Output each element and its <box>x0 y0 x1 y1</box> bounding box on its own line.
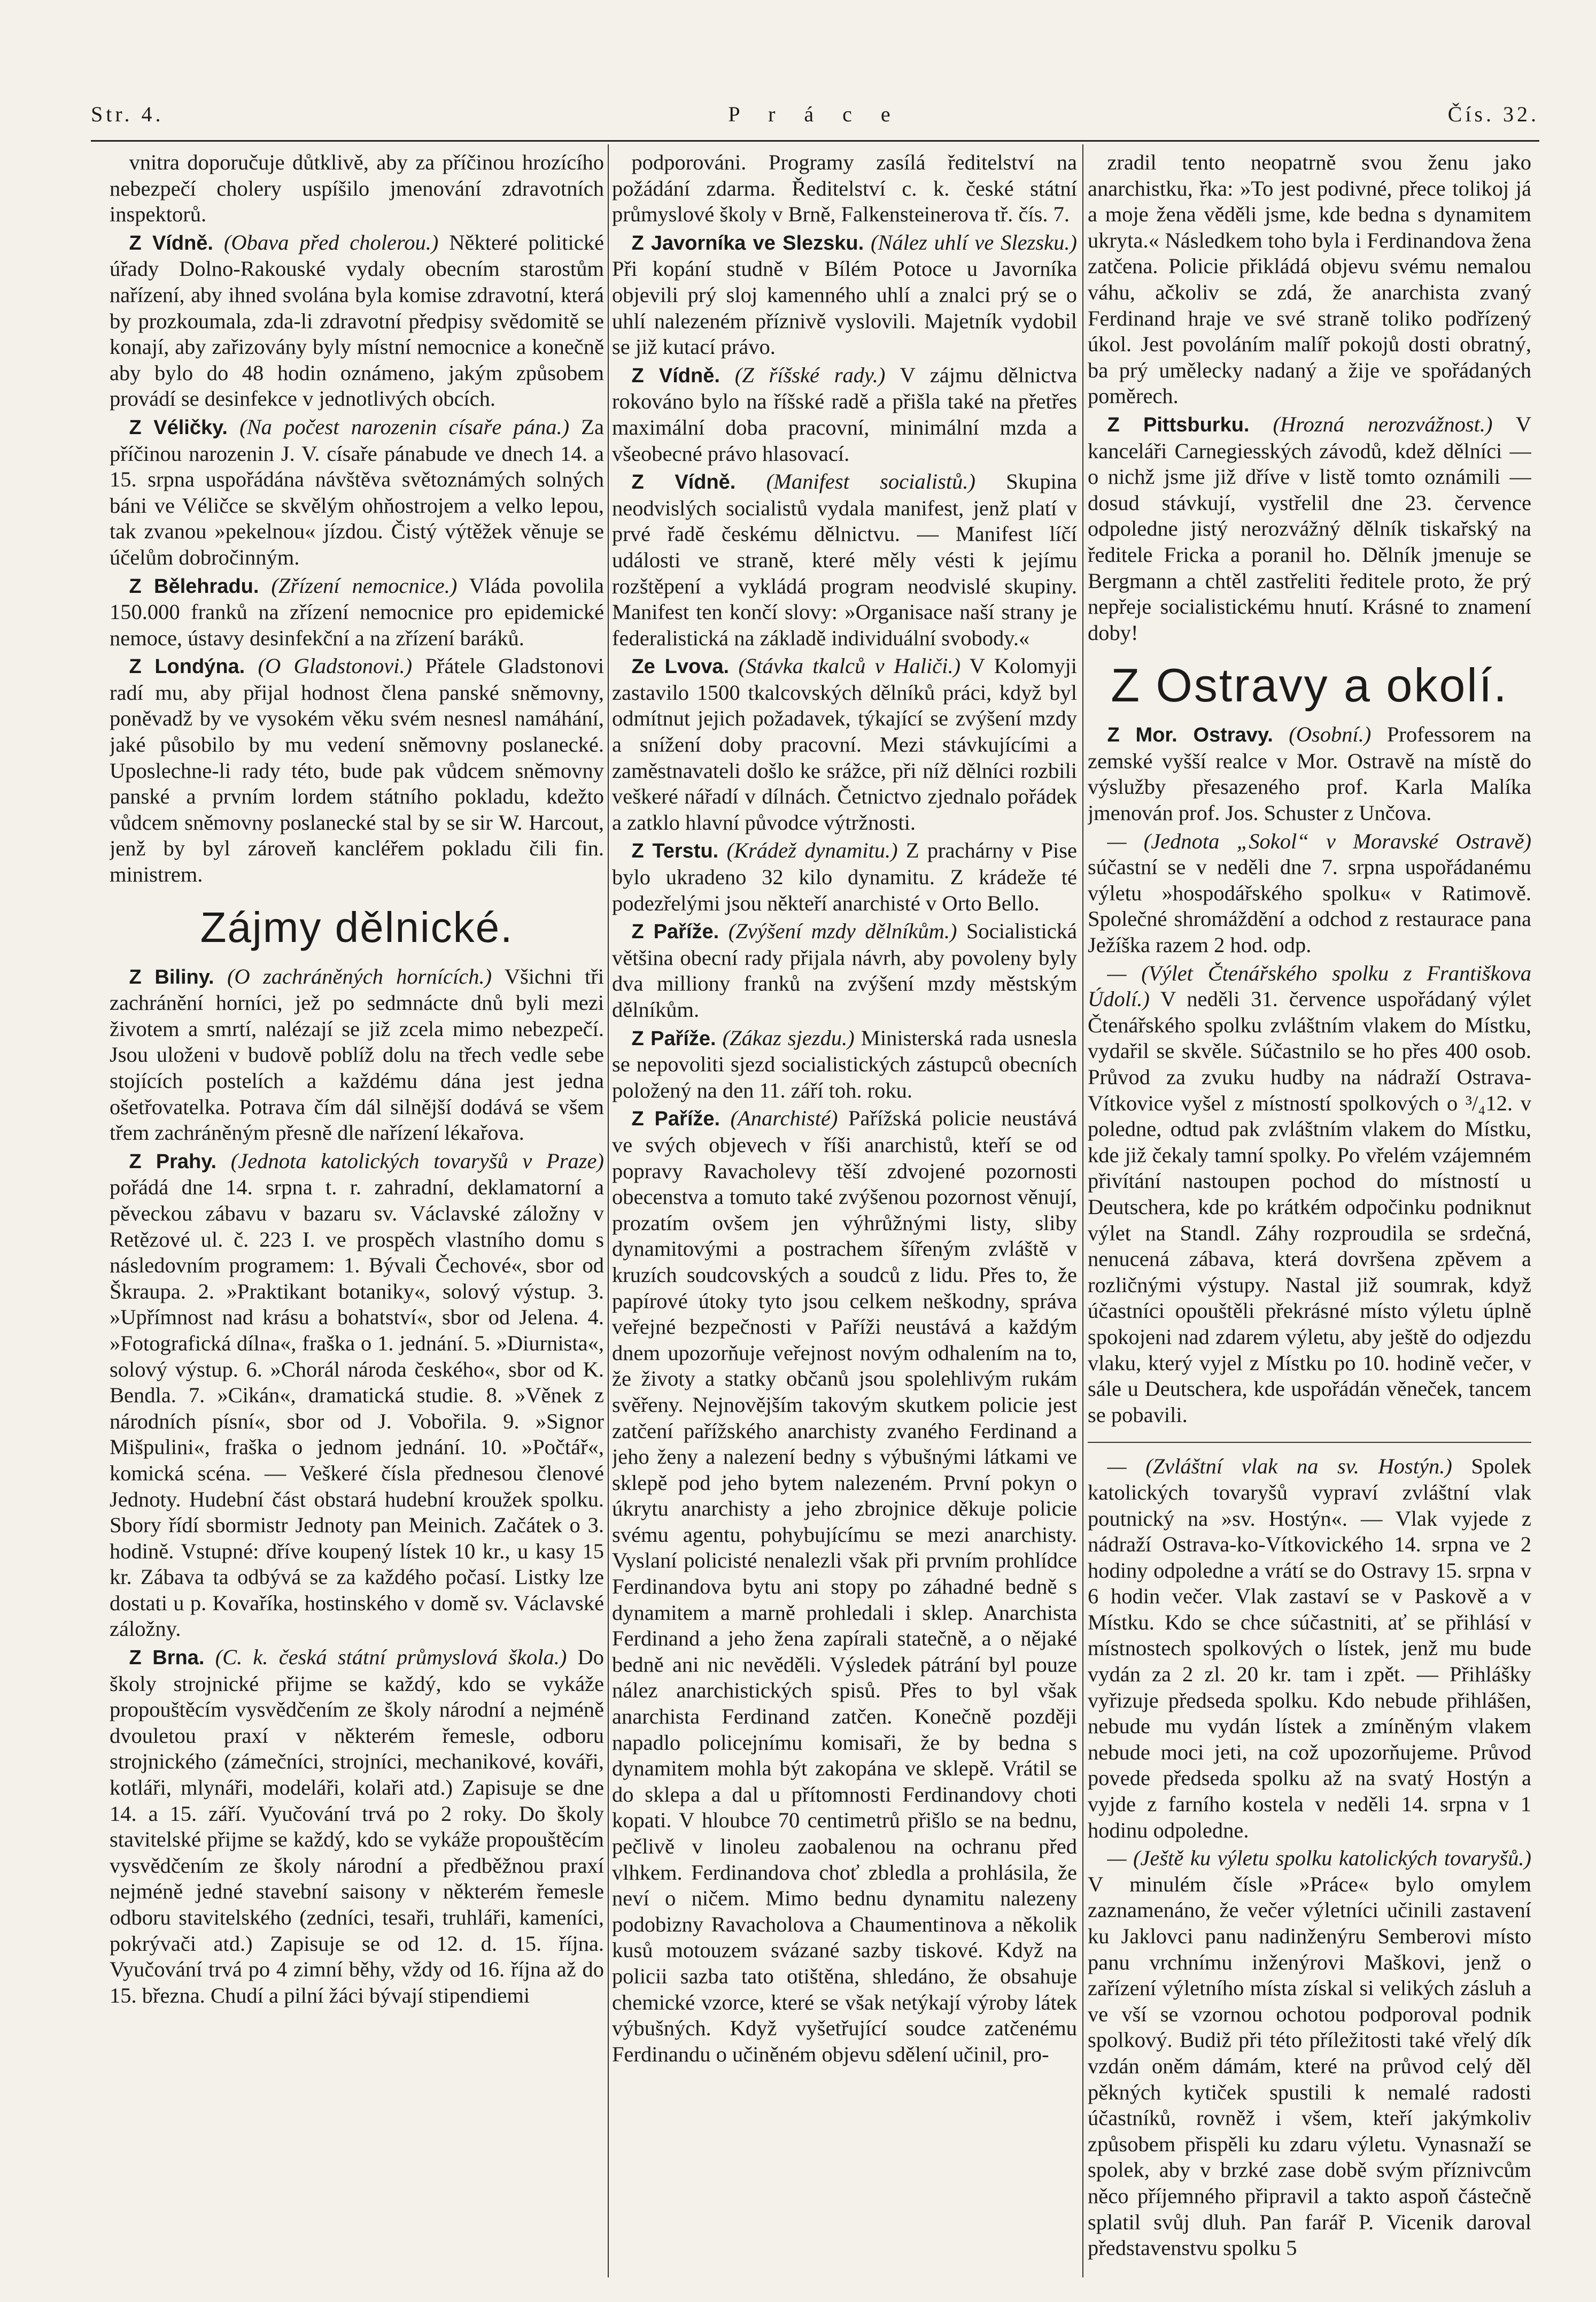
article-paragraph <box>110 414 604 571</box>
article-subtitle: (O zachráněných hornících.) <box>227 964 492 988</box>
article-paragraph <box>110 230 604 412</box>
article-text: Pařížská policie neustává ve svých objevech v říši anarchistů, kteří se od popravy Ravacholevy těší zdvojené pozornosti obecenstva a tomuto také zvýšenou pozornost věnují, prozatím ovšem jen výhrůžnými listy, sliby dynamitovými a postrachem šířeným zvláště v kruzích soudcovských a soudců z lidu. Přes to, že papírové útoky tyto jsou celkem neškodny, správa veřejné bezpečnosti v Paříži neustává a každým dnem upozorňuje veřejnost novým odhalením na to, že životy a statky občanů jsou spolehlivým rukám svěřeny. Nejnovějším takovým skutkem policie jest zatčení pařížského anarchisty zvaného Ferdinand a jeho ženy a nalezení bedny s výbušnými látkami ve sklepě pod jeho bytem nalezeném. První pokyn o úkrytu anarchisty a jeho zbrojnice děkuje policie svému agentu, pohybujícímu se mezi anarchisty. Vyslaní policisté nenalezli však při prvním prohlídce Ferdinandova bytu ani stopy po záhadné bedně s dynamitem a marně prohledali i sklep. Anarchista Ferdinand a jeho žena zapírali statečně, a o nějaké bedně ani nic nevěděli. Výsledek pátrání byl pouze nález anarchistických spisů. Přes to byl však anarchista Ferdinand zatčen. Konečně později napadlo policejnímu komisaři, že by bedna s dynamitem mohla být zakopána ve sklepě. Vrátil se do sklepa a dal u přítomnosti Ferdinandovy choti kopati. V hloubce 70 centimetrů přišlo se na bednu, pečlivě v linoleu zaobalenou na ochranu před vlhkem. Ferdinandova choť zbledla a prohlásila, že neví o ničem. Mimo bednu dynamitu nalezeny podobizny Ravacholova a Chaumentinova a několik kusů motouzem svázané sazby tiskové. Když na policii sazba tato otištěna, shledáno, že obsahuje chemické vzorce, které se však netýkají výroby látek výbušných. Když vyšetřující soudce zatčenému Ferdinandu o učiněném objevu sdělení učinil, pro- <box>612 1106 1077 2066</box>
article-subtitle: (Anarchisté) <box>730 1106 838 1131</box>
article-paragraph <box>1088 412 1531 646</box>
article-subtitle: (Nález uhlí ve Slezsku.) <box>871 230 1077 254</box>
article-paragraph <box>612 838 1077 916</box>
article-paragraph <box>612 230 1077 360</box>
article-paragraph <box>1088 722 1531 826</box>
article-paragraph <box>1088 961 1531 1428</box>
article-text: Professorem na zemské vyšší realce v Mor. Ostravě na místě do výslužby přesazeného prof. Karla Malíka jmenován prof. Jos. Schuster z Unčova. <box>1088 722 1531 825</box>
newspaper-title: P r á c e <box>728 102 902 126</box>
article-text: Za příčinou narozenin J. V. císaře pánabude ve dnech 14. a 15. srpna uspořádána návštěva světoznámých solných báni ve Véličce se skvělým ohňostrojem a velko lepou, tak zvanou »pekelnou« jízdou. Čistý výtěžek věnuje se účelům dobročinným. <box>110 414 604 569</box>
article-dateline: Z Véličky. <box>129 416 228 439</box>
page-header <box>91 91 1539 134</box>
article-subtitle: — (Výlet Čtenářského spolku z Františkova Údolí.) <box>1088 961 1531 1011</box>
article-dateline: Z Bělehradu. <box>129 575 259 598</box>
article-text: Některé politické úřady Dolno-Rakouské vydaly obecním starostům nařízení, aby ihned svolána byla komise zdravotní, která by prozkoumala, zda-li zdravotní předpisy svědomitě se konají, aby zařizovány byly místní nemocnice a konečně aby bylo do 48 hodin oznámeno, jakým způsobem provádí se desinfekce v jednotlivých obcích. <box>110 230 604 411</box>
column-1 <box>110 150 604 2277</box>
article-text: Spolek katolických tovaryšů vypraví zvláštní vlak poutnický na »sv. Hostýn«. — Vlak vyjede z nádraží Ostrava-ko-Vítkovického 14. srpna ve 2 hodiny odpoledne a vrátí se do Ostravy 15. srpna v 6 hodin večer. Vlak zastaví se v Paskově a v Místku. Kdo se chce súčastniti, ať se přihlásí v místnostech spolkových o lístek, jenž mu bude vydán za 2 zl. 20 kr. tam i zpět. — Přihlášky vyřizuje předseda spolku. Kdo nebude přihlášen, nebude mu vydán lístek a zmíněným vlakem nebude moci jeti, na což upozorňujeme. Průvod povede předseda spolku až na svatý Hostýn a vyjde z farního kostela v neděli 14. srpna v 1 hodinu odpoledne. <box>1088 1454 1531 1842</box>
article-text: Vláda povolila 150.000 franků na zřízení nemocnice pro epidemické nemoce, ústavy desinfekční a na zřízení baráků. <box>110 573 604 650</box>
article-paragraph <box>1088 829 1531 959</box>
article-subtitle: (Z říšské rady.) <box>734 362 886 387</box>
column-divider <box>608 144 609 2277</box>
article-paragraph <box>1088 1845 1531 2261</box>
article-subtitle: (Stávka tkalců v Haliči.) <box>738 654 961 678</box>
article-text: Při kopání studně v Bílém Potoce u Javorníka objevili prý sloj kamenného uhlí a znalci prý se o uhlí nalezeném příznivě vyslovili. Majetník vydobil se již kutací právo. <box>612 257 1077 359</box>
column-3 <box>1088 150 1531 2277</box>
article-paragraph <box>110 1148 604 1642</box>
article-text: podporováni. Programy zasílá ředitelství na požádání zdarma. Ředitelství c. k. české státní průmyslové školy v Brně, Falkensteinerova tř. čís. 7. <box>612 150 1077 227</box>
article-subtitle: (Zákaz sjezdu.) <box>722 1025 855 1050</box>
article-paragraph <box>110 964 604 1146</box>
column-divider <box>1082 144 1083 2277</box>
article-text: V neděli 31. července uspořádaný výlet Čtenářského spolku zvláštním vlakem do Místku, vydařil se skvěle. Súčastnilo se ho přes 400 osob. Průvod za zvuku hudby na nádraží Ostrava-Vítkovice vyšel z místností spolkových o ³/₄12. v poledne, odtud pak zvláštním vlakem do Místku, kde již čekaly tamní spolky. Po vřelém vzájemném přivítání nastoupen pochod do místností u Deutschera, kde po krátkém odpočinku podniknut výlet na Standl. Záhy rozproudila se srdečná, nenucená zábava, která dovršena zpěvem a rozličnými výstupy. Nastal již soumrak, když účastníci opouštěli překrásné místo výletu úplně spokojeni nad zdarem výletu, aby ještě do odjezdu vlaku, který vyjel z Místku po 10. hodině večer, v sále u Deutschera, kde uspořádán věneček, tancem se pobavili. <box>1088 987 1531 1427</box>
article-dateline: Z Pittsburku. <box>1107 413 1250 436</box>
article-paragraph <box>612 1025 1077 1104</box>
article-text: V kanceláři Carnegiesských závodů, kdež dělníci — o nichž jsme již dříve v listě tomto oznámili — dosud stávkují, vystřelil dne 23. července odpoledne jistý nerozvážný dělník tiskařský na ředitele Fricka a poranil ho. Dělník jmenuje se Bergmann a chtěl zastřeliti ředitele proto, že prý nepřeje socialistickému hnutí. Krásné to znamení doby! <box>1088 412 1531 645</box>
article-paragraph <box>612 362 1077 467</box>
article-paragraph <box>110 573 604 652</box>
article-dateline: Z Vídně. <box>631 471 736 494</box>
page-number: Str. 4. <box>91 102 164 126</box>
article-text: Skupina neodvislých socialistů vydala manifest, jenž platí v prvé řadě českému dělnictvu. — Manifest líčí události ve straně, které měly vésti k jejímu rozštěpení a vykládá program neodvislé skupiny. Manifest ten končí slovy: »Organisace naší strany je federalistická na základě individuální svobody.« <box>612 469 1077 650</box>
article-paragraph <box>612 653 1077 836</box>
article-text: V minulém čísle »Práce« bylo omylem zaznamenáno, že večer výletníci učinili zastavení ku Jaklovci panu nadinženýru Semberovi místo panu vrchnímu inženýrovi Maškovi, jenž o zařízení výletního místa získal si velikých zásluh a ve vší se vzornou ochotou podporoval podnik spolkový. Budiž při této příležitosti také vřelý dík vzdán oněm dámám, které na průvod celý děl pěkných kytiček spustili k nemalé radosti účastníků, rovněž i všem, kteří jakýmkoliv způsobem přispěli ku zdaru výletu. Vynasnaží se spolek, aby v brzké zase době svým příznivcům něco příjemného připravil a takto aspoň částečně splatil svůj dluh. Pan farář P. Vicenik daroval představenstvu spolku 5 <box>1088 1872 1531 2260</box>
article-text: V Kolomyji zastavilo 1500 tkalcovských dělníků práci, když byl odmítnut jejich požadavek, týkající se zvýšení mzdy a snížení doby pracovní. Mezi stávkujícími a zaměstnavateli došlo ke srážce, při níž dělníci rozbili veškeré nářadí v dílnách. Četnictvo zjednalo pořádek a zatklo hlavní původce výtržnosti. <box>612 654 1077 835</box>
article-paragraph <box>612 918 1077 1023</box>
article-text: Do školy strojnické přijme se každý, kdo se vykáže propouštěcím vysvědčením ze školy národní a nejméně dvouletou praxí v některém řemesle, odboru strojnického (zámečníci, strojníci, mechanikové, kováři, kotláři, mlynáři, modeláři, kolaři atd.) Zapisuje se dne 14. a 15. září. Vyučování trvá po 2 roky. Do školy stavitelské přijme se každý, kdo se vykáže propouštěcím vysvědčením ze školy národní a předběžnou praxí nejméně jedné stavební saisony v některém řemesle odboru stavitelského (zedníci, tesaři, truhláři, kameníci, pokrývači atd.) Zapisuje se od 12. d. 15. října. Vyučování trvá po 4 zimní běhy, vždy od 16. října až do 15. března. Chudí a pilní žáci bývají stipendiemi <box>110 1645 604 2007</box>
article-subtitle: (Zvýšení mzdy dělníkům.) <box>728 919 957 944</box>
article-subtitle: (Zřízení nemocnice.) <box>271 573 458 598</box>
article-subtitle: — (Jednota „Sokol“ v Moravské Ostravě) <box>1107 829 1531 853</box>
article-text: súčastní se v neděli dne 7. srpna uspořádanému výletu »hospodářského spolku« v Ratimově. Společné shromáždění a odchod z restaurace pana Ježíška razem 2 hod. odp. <box>1088 855 1531 957</box>
article-subtitle: (Hrozná nerozvážnost.) <box>1273 412 1493 436</box>
article-dateline: Z Terstu. <box>631 840 719 863</box>
article-text: vnitra doporučuje důtklivě, aby za příčinou hrozícího nebezpečí cholery uspíšilo jmenování zdravotních inspektorů. <box>110 150 604 227</box>
article-dateline: Z Paříže. <box>631 1027 716 1050</box>
article-subtitle: (O Gladstonovi.) <box>258 654 413 678</box>
article-paragraph <box>1088 150 1531 410</box>
article-dateline: Z Paříže. <box>631 1108 720 1131</box>
section-heading: Z Ostravy a okolí. <box>1111 659 1508 712</box>
article-dateline: Z Javorníka ve Slezsku. <box>631 231 864 254</box>
article-paragraph <box>1088 1454 1531 1843</box>
article-subtitle: (Na počest narozenin císaře pána.) <box>239 414 570 439</box>
article-paragraph <box>612 150 1077 228</box>
article-subtitle: (Obava před cholerou.) <box>223 230 439 254</box>
article-subtitle: (C. k. česká státní průmyslová škola.) <box>215 1645 567 1670</box>
header-rule <box>91 140 1539 142</box>
article-paragraph <box>612 469 1077 651</box>
article-paragraph <box>612 1106 1077 2067</box>
article-text: V zájmu dělnictva rokováno bylo na říšské radě a přišla také na přetřes maximální doba pracovní, minimální mzda a všeobecné právo hlasovací. <box>612 362 1077 466</box>
article-text: Z prachárny v Pise bylo ukradeno 32 kilo dynamitu. Z krádeže té podezřelými jsou někteří anarchisté v Orto Bello. <box>612 838 1077 915</box>
article-subtitle: (Manifest socialistů.) <box>766 469 975 494</box>
section-heading: Zájmy dělnické. <box>200 903 514 951</box>
article-dateline: Z Mor. Ostravy. <box>1107 724 1273 747</box>
article-dateline: Z Londýna. <box>129 655 245 678</box>
article-dateline: Ze Lvova. <box>631 655 730 678</box>
article-subtitle: (Osobní.) <box>1289 722 1372 747</box>
article-text: Socialistická většina obecní rady přijala návrh, aby povoleny byly dva milliony franků na zvýšení mzdy městským dělníkům. <box>612 919 1077 1022</box>
article-subtitle: — (Zvláštní vlak na sv. Hostýn.) <box>1107 1454 1452 1479</box>
article-paragraph <box>110 653 604 887</box>
article-text: zradil tento neopatrně svou ženu jako anarchistku, řka: »To jest podivné, přece tolikoj já a moje žena věděli jsme, kde bedna s dynamitem ukryta.« Následkem toho byla i Ferdinandova žena zatčena. Policie přikládá objevu svému nemalou váhu, ačkoliv se zdá, že anarchista zvaný Ferdinand hraje ve své straně toliko podřízený úkol. Jest povoláním malíř pokojů dosti obratný, ba prý umělecky nadaný a žije ve spořádaných poměrech. <box>1088 150 1531 408</box>
article-dateline: Z Brna. <box>129 1647 205 1670</box>
article-dateline: Z Prahy. <box>129 1150 217 1173</box>
article-dateline: Z Vídně. <box>129 231 213 254</box>
article-dateline: Z Paříže. <box>631 921 719 944</box>
article-subtitle: (Jednota katolických tovaryšů v Praze) <box>230 1148 604 1173</box>
article-dateline: Z Vídně. <box>631 364 720 387</box>
article-subtitle: (Krádež dynamitu.) <box>726 838 898 863</box>
article-text: pořádá dne 14. srpna t. r. zahradní, deklamatorní a pěveckou zábavu v bazaru sv. Václavské záložny v Retězové ul. č. 223 I. ve prospěch vlastního domu s následovním programem: 1. Bývali Čechové«, sbor od Škraupa. 2. »Praktikant botaniky«, solový výstup. 3. »Upřímnost nad krásu a bohatství«, sbor od Jelena. 4. »Fotografická dílna«, fraška o 1. jednání. 5. »Diurnista«, solový výstup. 6. »Chorál národa českého«, sbor od K. Bendla. 7. »Cikán«, dramatická studie. 8. »Věnek z národních písní«, sbor od J. Vobořila. 9. »Signor Mišpulini«, fraška o jednom jednání. 10. »Počtář«, komická scéna. — Veškeré čísla přednesou členové Jednoty. Hudební část obstará hudební kroužek spolku. Sbory řídí sbormistr Jednoty pan Meinich. Začátek o 3. hodině. Vstupné: dříve koupený lístek 10 kr., u kasy 15 kr. Zábava ta odbývá se za každého počasí. Listky lze dostati u p. Kovaříka, hostinského v domě sv. Václavské záložny. <box>110 1175 604 1641</box>
section-separator <box>1088 1442 1531 1443</box>
article-text: Přátele Gladstonovi radí mu, aby přijal hodnost člena panské sněmovny, poněvadž by ve vysokém věku svém nesnesl namáhání, jaké působilo by mu vedení sněmovny poslanecké. Uposlechne-li rady této, bude pak vůdcem sněmovny panské a prvním lordem státního pokladu, kdežto vůdcem sněmovny poslanecké stal by se sir W. Harcout, jenž by byl zároveň kancléřem pokladu čili fin. ministrem. <box>110 654 604 887</box>
article-text: Všichni tři zachránění horníci, jež po sedmnácte dnů byli mezi životem a smrtí, nalézají se již zcela mimo nebezpečí. Jsou uloženi v budově poblíž dolu na třech vedle sebe stojících postelích a každému dána jest jedna ošetřovatelka. Potrava čím dál silnější dodává se všem třem zachráněným přesně dle nařízení lékařova. <box>110 964 604 1145</box>
issue-number: Čís. 32. <box>1447 102 1539 126</box>
article-dateline: Z Biliny. <box>129 965 214 988</box>
article-paragraph <box>110 1644 604 2009</box>
article-subtitle: — (Ještě ku výletu spolku katolických tovaryšů.) <box>1107 1846 1531 1871</box>
article-text: Ministerská rada usnesla se nepovoliti sjezd socialistických zástupců obecních položený na den 11. září toh. roku. <box>612 1025 1077 1102</box>
article-paragraph <box>110 150 604 228</box>
column-2 <box>612 150 1077 2277</box>
